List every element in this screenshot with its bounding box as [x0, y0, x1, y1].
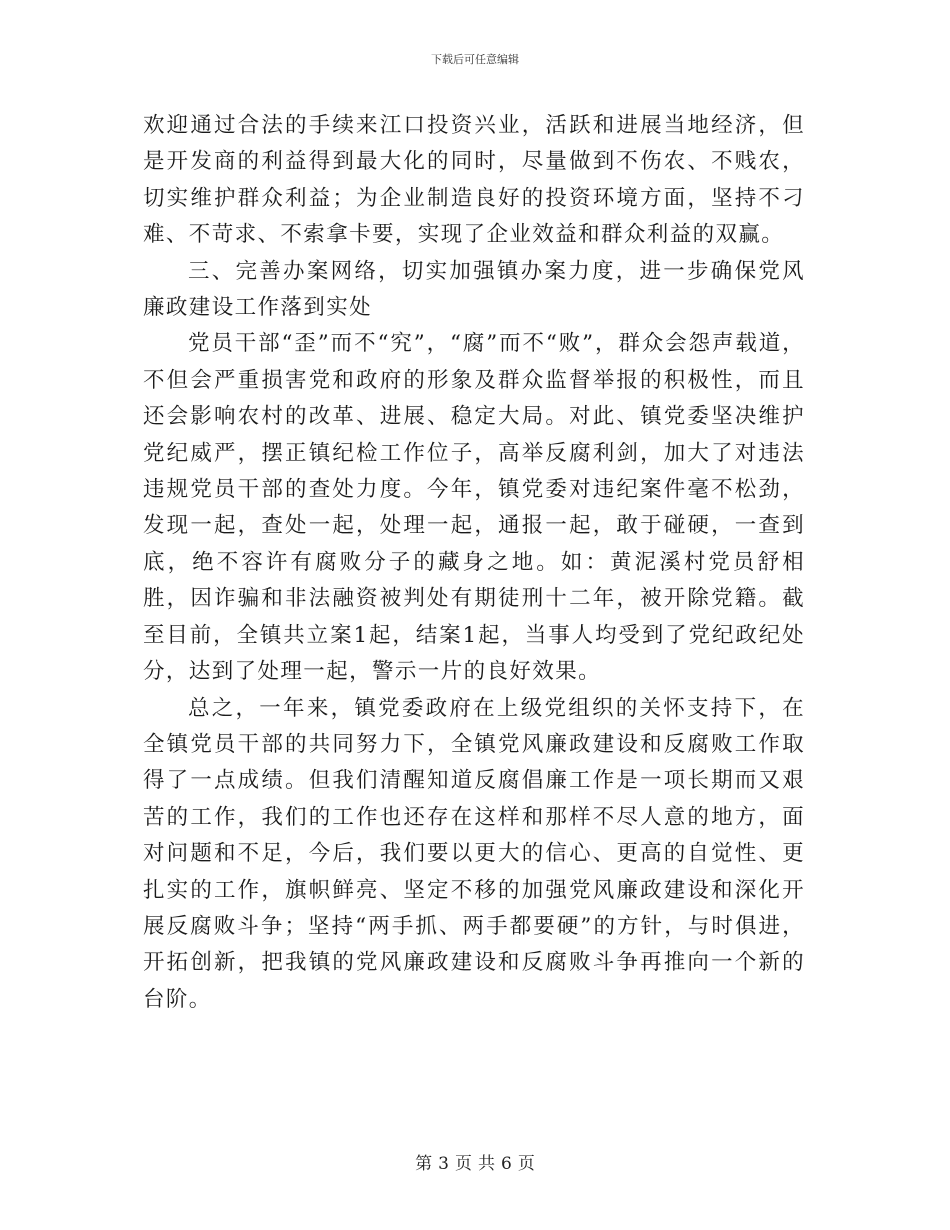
page-label-total-prefix: 共 — [478, 1154, 495, 1174]
page-label-suffix: 页 — [517, 1154, 535, 1174]
page-label-mid: 页 — [455, 1154, 472, 1174]
page-footer — [0, 1153, 950, 1175]
page-header: 下载后可任意编辑 — [431, 53, 519, 66]
page-label-prefix: 第 — [415, 1154, 433, 1174]
total-pages-number: 6 — [501, 1154, 512, 1174]
paragraph-conclusion: 总之，一年来，镇党委政府在上级党组织的关怀支持下，在全镇党员干部的共同努力下，全镇党风廉政建设和反腐败工作取得了一点成绩。但我们清醒知道反腐倡廉工作是一项长期而又艰苦的工作，我们的工作也还存在这样和那样不尽人意的地方，面对问题和不足，今后，我们要以更大的信心、更高的自觉性、更扎实的工作，旗帜鲜亮、坚定不移的加强党风廉政建设和深化开展反腐败斗争；坚持“两手抓、两手都要硬”的方针，与时俱进，开拓创新，把我镇的党风廉政建设和反腐败斗争再推向一个新的台阶。 — [143, 695, 805, 1012]
document-body — [143, 108, 805, 1018]
section-heading-3: 三、完善办案网络，切实加强镇办案力度，进一步确保党风廉政建设工作落到实处 — [143, 258, 805, 321]
current-page-number: 3 — [438, 1154, 449, 1174]
paragraph-3: 党员干部“歪”而不“究”，“腐”而不“败”，群众会怨声载道，不但会严重损害党和政府的形象及群众监督举报的积极性，而且还会影响农村的改革、进展、稳定大局。对此、镇党委坚决维护党纪威严，摆正镇纪检工作位子，高举反腐利剑，加大了对违法违规党员干部的查处力度。今年，镇党委对违纪案件毫不松劲，发现一起，查处一起，处理一起，通报一起，敢于碰硬，一查到底，绝不容许有腐败分子的藏身之地。如：黄泥溪村党员舒相胜，因诈骗和非法融资被判处有期徒刑十二年，被开除党籍。截至目前，全镇共立案1起，结案1起，当事人均受到了党纪政纪处分，达到了处理一起，警示一片的良好效果。 — [143, 331, 805, 685]
paragraph-1: 欢迎通过合法的手续来江口投资兴业，活跃和进展当地经济，但是开发商的利益得到最大化的同时，尽量做到不伤农、不贱农，切实维护群众利益；为企业制造良好的投资环境方面，坚持不刁难、不苛求、不索拿卡要，实现了企业效益和群众利益的双赢。 — [143, 113, 805, 248]
